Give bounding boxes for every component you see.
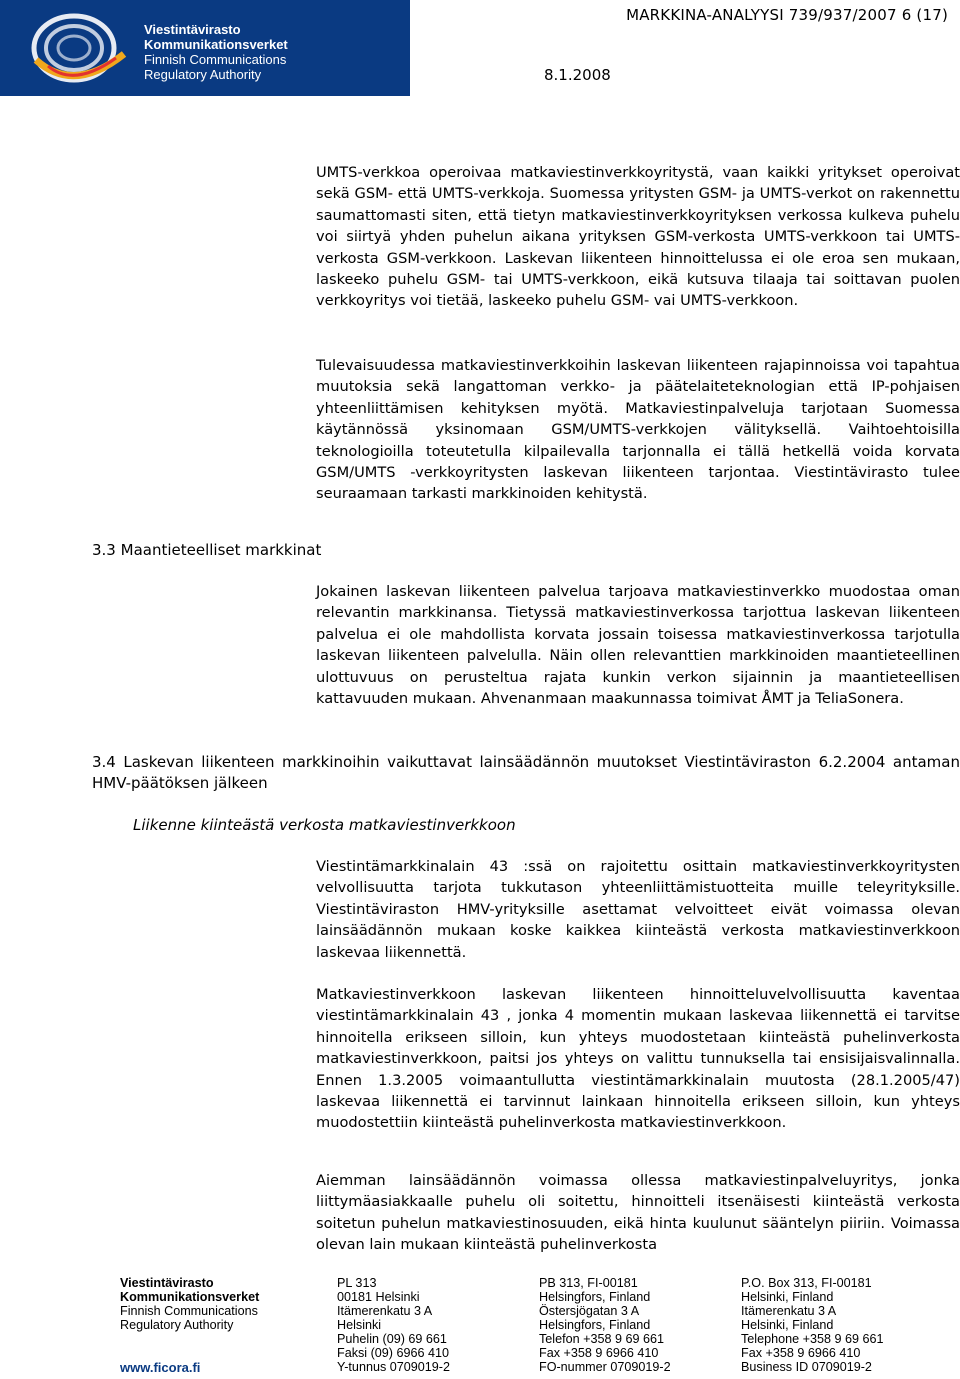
footer-line: Helsinki, Finland: [741, 1318, 834, 1332]
footer-line: Fax +358 9 6966 410: [741, 1346, 861, 1360]
logo-line-1: Viestintävirasto: [144, 22, 241, 37]
footer-line: Helsinki: [337, 1318, 382, 1332]
footer-line: PL 313: [337, 1276, 377, 1290]
footer-line: Puhelin (09) 69 661: [337, 1332, 447, 1346]
footer-line: Telefon +358 9 69 661: [539, 1332, 664, 1346]
footer-line: Östersjögatan 3 A: [539, 1304, 640, 1318]
subsection-heading: Liikenne kiinteästä verkosta matkaviestinverkkoon: [133, 816, 516, 834]
document-header-title: MARKKINA-ANALYYSI 739/937/2007 6 (17): [626, 6, 948, 24]
paragraph-5: Matkaviestinverkkoon laskevan liikenteen hinnoitteluvelvollisuutta kaventaa viestintämarkkinalain 43 , jonka 4 momentin mukaan laskevaa liikennettä ei tarvitse hinnoitella erikseen silloin, kun yhteys muodostetaan kiinteästä puhelinverkosta matkaviestinverkkoon, paitsi jos yhteys on valittu tunnuksella tai ensisijaisvalinnalla. Ennen 1.3.2005 voimaantullutta viestintämarkkinalain muutosta (28.1.2005/47) laskevaa liikennettä ei tarvinnut lainkaan hinnoitella erikseen silloin, kun yhteys muodostettiin kiinteästä puhelinverkosta matkaviestinverkkoon.: [316, 986, 960, 1132]
logo-wordmark: [144, 22, 288, 82]
logo-line-4: Regulatory Authority: [144, 67, 262, 82]
footer-name-3: Finnish Communications: [120, 1304, 258, 1318]
footer-line: Telephone +358 9 69 661: [741, 1332, 884, 1346]
footer-line: Itämerenkatu 3 A: [337, 1304, 433, 1318]
footer-address-finnish: [337, 1276, 450, 1374]
footer-line: P.O. Box 313, FI-00181: [741, 1276, 872, 1290]
footer-website-link[interactable]: www.ficora.fi: [120, 1360, 201, 1375]
footer-address-swedish: [539, 1276, 671, 1374]
footer-line: Y-tunnus 0709019-2: [337, 1360, 450, 1374]
agency-logo: [0, 0, 410, 96]
footer-line: Faksi (09) 6966 410: [337, 1346, 450, 1360]
logo-line-2: Kommunikationsverket: [144, 37, 288, 52]
footer-line: PB 313, FI-00181: [539, 1276, 638, 1290]
footer-line: Helsingfors, Finland: [539, 1290, 651, 1304]
footer-name-2: Kommunikationsverket: [120, 1290, 260, 1304]
footer-line: Itämerenkatu 3 A: [741, 1304, 837, 1318]
footer-name-1: Viestintävirasto: [120, 1276, 214, 1290]
footer-line: Fax +358 9 6966 410: [539, 1346, 659, 1360]
footer-line: FO-nummer 0709019-2: [539, 1360, 671, 1374]
paragraph-3: Jokainen laskevan liikenteen palvelua tarjoava matkaviestinverkko muodostaa oman relevantin markkinansa. Tietyssä matkaviestinverkossa tarjottua laskevan liikenteen palvelua ei ole mahdollista korvata jossain toisessa matkaviestinverkossa tarjotulla laskevan liikenteen palvelulla. Näin ollen relevanttien markkinoiden maantieteellinen ulottuvuus on perusteltua rajata kunkin verkon sijainnin ja maantieteellisen kattavuuden mukaan. Ahvenanmaan maakunnassa toimivat ÅMT ja TeliaSonera.: [316, 583, 960, 708]
section-heading-3-4: 3.4 Laskevan liikenteen markkinoihin vaikuttavat lainsäädännön muutokset Viestintäviraston 6.2.2004 antaman HMV-päätöksen jälkeen: [92, 753, 960, 793]
footer-agency-names: [120, 1276, 259, 1332]
footer-name-4: Regulatory Authority: [120, 1318, 234, 1332]
footer-address-english: [741, 1276, 884, 1374]
footer-line: Helsinki, Finland: [741, 1290, 834, 1304]
paragraph-1: UMTS-verkkoa operoivaa matkaviestinverkkoyritystä, vaan kaikki yritykset operoivat sekä GSM- että UMTS-verkkoja. Suomessa yritysten GSM- ja UMTS-verkot on rakennettu saumattomasti siten, että tietyn matkaviestinverkkoyrityksen verkossa kulkeva puhelu voi siirtyä yhden puhelun aikana yrityksen GSM-verkosta UMTS-verkkoon tai UMTS-verkosta GSM-verkkoon. Laskevan liikenteen hinnoittelussa ei ole eroa sen mukaan, laskeeko puhelu GSM- tai UMTS-verkkoon, eikä kutsuva tilaaja tai soittavan puolen verkkoyritys voi tietää, laskeeko puhelu GSM- vai UMTS-verkkoon.: [316, 164, 960, 310]
document-date: 8.1.2008: [544, 66, 611, 84]
paragraph-2: Tulevaisuudessa matkaviestinverkkoihin laskevan liikenteen rajapinnoissa voi tapahtua muutoksia sekä langattoman verkko- ja päätelaiteteknologian että IP-pohjaisen yhteenliittämisen kehityksen myötä. Matkaviestinpalveluja tarjotaan Suomessa käytännössä yksinomaan GSM/UMTS-verkkojen välityksellä. Vaihtoehtoisilla teknologioilla toteutetulla kilpailevalla tarjonnalla ei tällä hetkellä voida korvata GSM/UMTS -verkkoyritysten laskevan liikenteen tarjontaa. Viestintävirasto tulee seuraamaan tarkasti markkinoiden kehitystä.: [316, 357, 960, 503]
paragraph-4: Viestintämarkkinalain 43 :ssä on rajoitettu osittain matkaviestinverkkoyritysten velvollisuutta tarjota tukkutason yhteenliittämistuotteita muille teleyrityksille. Viestintäviraston HMV-yrityksille asettamat velvoitteet eivät voimassa olevan lainsäädännön mukaan koske kaikkea kiinteästä verkosta matkaviestinverkkoon laskevaa liikennettä.: [316, 858, 960, 961]
footer-line: 00181 Helsinki: [337, 1290, 420, 1304]
paragraph-6: Aiemman lainsäädännön voimassa ollessa matkaviestinpalveluyritys, jonka liittymäasiakkaalle puhelu oli soitettu, hinnoitteli itsenäisesti kiinteästä verkosta soitetun puhelun matkaviestinosuuden, eikä hinta kuulunut sääntelyn piiriin. Voimassa olevan lain mukaan kiinteästä puhelinverkosta: [316, 1172, 960, 1254]
section-heading-3-3: 3.3 Maantieteelliset markkinat: [92, 541, 322, 559]
logo-line-3: Finnish Communications: [144, 52, 287, 67]
footer-line: Helsingfors, Finland: [539, 1318, 651, 1332]
footer-line: Business ID 0709019-2: [741, 1360, 872, 1374]
globe-rings-logo-icon: [28, 8, 138, 94]
